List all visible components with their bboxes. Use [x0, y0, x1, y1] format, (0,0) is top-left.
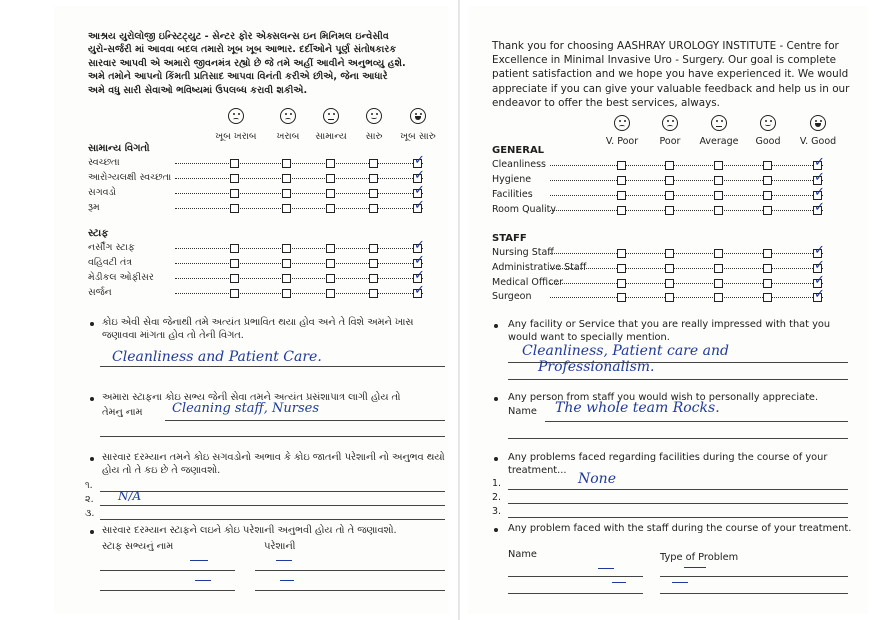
- rating-checkbox[interactable]: [230, 174, 239, 183]
- rating-checkbox[interactable]: [617, 249, 626, 258]
- answer-line: [508, 438, 848, 439]
- answer-line: [508, 593, 643, 594]
- rating-checkbox[interactable]: [665, 264, 674, 273]
- rating-checkbox[interactable]: [230, 289, 239, 298]
- rating-checkbox[interactable]: [714, 206, 723, 215]
- rating-checkbox[interactable]: [282, 204, 291, 213]
- row-label: Surgeon: [492, 291, 532, 302]
- rating-checkbox[interactable]: [230, 274, 239, 283]
- checkmark-icon: ✓: [814, 287, 825, 302]
- rating-checkbox[interactable]: [369, 189, 378, 198]
- checkmark-icon: ✓: [814, 170, 825, 185]
- rating-checkbox[interactable]: [714, 176, 723, 185]
- rating-checkbox[interactable]: [714, 249, 723, 258]
- average-face-icon: [323, 108, 339, 124]
- rating-checkbox[interactable]: [369, 274, 378, 283]
- question-2: Any person from staff you would wish to personally appreciate.: [508, 392, 819, 403]
- bullet: [90, 397, 94, 401]
- intro-line: આશ્રય યુરોલોજી ઇન્સ્ટિટ્યુટ - સેન્ટર ફોર એક્સલન્સ ઇન મિનિમલ ઇન્વેસીવ: [88, 31, 389, 42]
- bullet: [494, 324, 498, 328]
- row-label: Cleanliness: [492, 159, 547, 170]
- row-label: સર્જન: [88, 287, 112, 298]
- row-label: Room Quality: [492, 204, 557, 215]
- rating-checkbox[interactable]: [763, 161, 772, 170]
- item-number: 3.: [492, 506, 502, 517]
- answer-1-handwritten: Professionalism.: [538, 359, 655, 375]
- rating-label: ખરાબ: [276, 131, 300, 142]
- answer-line: [255, 590, 445, 591]
- ink-dash: [195, 580, 211, 581]
- ink-dash: [612, 582, 626, 583]
- staff-name-label: સ્ટાફ સભ્યનું નામ: [102, 541, 174, 552]
- rating-checkbox[interactable]: [665, 279, 674, 288]
- row-label: સગવડો: [88, 187, 117, 198]
- question-4: સારવાર દરમ્યાન સ્ટાફને લઇને કોઇ પરેશાની અનુભવી હોય તો તે જણાવશો.: [102, 525, 397, 536]
- dotted-leader: [550, 253, 823, 254]
- rating-checkbox[interactable]: [665, 293, 674, 302]
- answer-line: [545, 421, 848, 422]
- rating-checkbox[interactable]: [230, 159, 239, 168]
- intro-line: અમે તમોને આપનો કિંમતી પ્રતિસાદ આપવા વિનંતી કરીએ છીએ, જેના આધારે: [88, 71, 388, 83]
- question-4: Any problem faced with the staff during the course of your treatment.: [508, 523, 852, 534]
- rating-label: સામાન્ય: [315, 131, 347, 142]
- question-2: અમારા સ્ટાફના કોઇ સભ્ય જેની સેવા તમને અત્યંત પ્રસંશાપાત્ર લાગી હોય તો: [102, 392, 401, 403]
- answer-line: [100, 505, 445, 506]
- rating-checkbox[interactable]: [763, 191, 772, 200]
- rating-checkbox[interactable]: [714, 191, 723, 200]
- rating-checkbox[interactable]: [617, 176, 626, 185]
- checkmark-icon: ✓: [814, 273, 825, 288]
- rating-checkbox[interactable]: [230, 204, 239, 213]
- bullet: [90, 457, 94, 461]
- question-3: Any problems faced regarding facilities during the course of your treatment...: [508, 452, 828, 476]
- ink-dash: [280, 580, 294, 581]
- row-label: Medical Officer: [492, 277, 564, 288]
- dotted-leader: [550, 268, 823, 269]
- question-1: Any facility or Service that you are really impressed with that you would want to specially mention.: [508, 319, 831, 343]
- problem-label: પરેશાની: [264, 541, 296, 552]
- rating-checkbox[interactable]: [665, 249, 674, 258]
- rating-label: Good: [755, 136, 781, 147]
- dotted-leader: [550, 195, 823, 196]
- rating-label: ખૂબ ખરાબ: [215, 131, 257, 142]
- rating-checkbox[interactable]: [714, 293, 723, 302]
- rating-label: Average: [699, 136, 739, 147]
- answer-line: [165, 420, 445, 421]
- question-1: કોઇ એવી સેવા જેનાથી તમે અત્યંત પ્રભાવિત થયા હોવ અને તે વિશે અમને ખાસ જણાવવા માંગતા હોવ તો તેની વિગત.: [102, 317, 414, 341]
- gujarati-feedback-page: [54, 6, 449, 614]
- answer-2-handwritten: Cleaning staff, Nurses: [172, 401, 320, 416]
- question-3: સારવાર દરમ્યાન તમને કોઇ સગવડોનો અભાવ કે કોઇ જાતની પરેશાની નો અનુભવ થયો હોય તો તે કઇ છે તે જણાવશો.: [102, 452, 445, 476]
- rating-checkbox[interactable]: [763, 176, 772, 185]
- average-face-icon: [711, 115, 727, 131]
- ink-dash: [684, 567, 706, 568]
- rating-checkbox[interactable]: [230, 244, 239, 253]
- rating-checkbox[interactable]: [617, 264, 626, 273]
- answer-line: [508, 379, 848, 380]
- poor-face-icon: [280, 108, 296, 124]
- ink-dash: [598, 568, 614, 569]
- intro-line: Excellence in Minimal Invasive Uro - Surgery. Our goal is complete: [492, 54, 837, 67]
- bullet: [90, 530, 94, 534]
- answer-line: [508, 517, 848, 518]
- ink-dash: [276, 560, 292, 561]
- checkmark-icon: ✓: [414, 268, 425, 283]
- dotted-leader: [175, 163, 423, 164]
- item-number: 2.: [492, 492, 502, 503]
- rating-checkbox[interactable]: [282, 174, 291, 183]
- section-title-staff: STAFF: [492, 233, 527, 244]
- answer-1-handwritten: Cleanliness and Patient Care.: [112, 349, 322, 365]
- answer-3-handwritten: N/A: [118, 489, 142, 503]
- rating-label: V. Poor: [605, 136, 639, 147]
- gujarati-intro: [88, 30, 448, 97]
- section-title-general: GENERAL: [492, 145, 545, 156]
- checkmark-icon: ✓: [414, 168, 425, 183]
- rating-label: ખૂબ સારુ: [400, 131, 436, 142]
- answer-line: [100, 436, 445, 437]
- dotted-leader: [175, 263, 423, 264]
- rating-checkbox[interactable]: [617, 279, 626, 288]
- rating-checkbox[interactable]: [326, 244, 335, 253]
- rating-checkbox[interactable]: [763, 249, 772, 258]
- rating-checkbox[interactable]: [665, 176, 674, 185]
- row-label: નર્સીંગ સ્ટાફ: [88, 242, 135, 253]
- checkmark-icon: ✓: [414, 238, 425, 253]
- dotted-leader: [550, 165, 823, 166]
- answer-line: [508, 489, 848, 490]
- answer-line: [508, 576, 643, 577]
- rating-checkbox[interactable]: [326, 159, 335, 168]
- rating-checkbox[interactable]: [714, 279, 723, 288]
- rating-checkbox[interactable]: [617, 191, 626, 200]
- rating-checkbox[interactable]: [763, 264, 772, 273]
- rating-checkbox[interactable]: [326, 174, 335, 183]
- item-number: ૧.: [85, 480, 93, 491]
- rating-checkbox[interactable]: [665, 161, 674, 170]
- english-intro: [492, 39, 857, 110]
- rating-checkbox[interactable]: [665, 191, 674, 200]
- rating-checkbox[interactable]: [326, 204, 335, 213]
- rating-checkbox[interactable]: [282, 259, 291, 268]
- poor-face-icon: [662, 115, 678, 131]
- ink-dash: [190, 560, 208, 561]
- answer-line: [660, 576, 848, 577]
- rating-checkbox[interactable]: [369, 259, 378, 268]
- rating-checkbox[interactable]: [714, 161, 723, 170]
- rating-checkbox[interactable]: [282, 189, 291, 198]
- rating-checkbox[interactable]: [714, 264, 723, 273]
- dotted-leader: [550, 297, 823, 298]
- rating-label: V. Good: [799, 136, 837, 147]
- intro-line: અમે વધુ સારી સેવાઓ ભવિષ્યમાં ઉપલબ્ધ કરાવી શકીએ.: [88, 84, 308, 96]
- answer-line: [100, 570, 235, 571]
- checkmark-icon: ✓: [414, 253, 425, 268]
- bullet: [90, 322, 94, 326]
- intro-line: યુરો-સર્જરી માં આવવા બદલ તમારો ખૂબ ખૂબ આભાર. દર્દીઓને પૂર્ણ સંતોષકારક: [88, 44, 397, 56]
- rating-checkbox[interactable]: [230, 259, 239, 268]
- answer-line: [255, 570, 445, 571]
- problem-label: Type of Problem: [660, 552, 739, 563]
- rating-checkbox[interactable]: [326, 189, 335, 198]
- intro-line: સારવાર આપવી એ અમારો જીવનમંત્ર રહ્યો છે જે તમે અહીં આવીને અનુભવ્યુ હશે.: [88, 57, 406, 69]
- row-label: વહિવટી તંત્ર: [88, 257, 133, 268]
- rating-checkbox[interactable]: [326, 289, 335, 298]
- checkmark-icon: ✓: [414, 153, 425, 168]
- checkmark-icon: ✓: [814, 258, 825, 273]
- checkmark-icon: ✓: [414, 198, 425, 213]
- rating-checkbox[interactable]: [326, 274, 335, 283]
- row-label: Facilities: [492, 189, 533, 200]
- very-poor-face-icon: [228, 108, 244, 124]
- dotted-leader: [550, 283, 823, 284]
- dotted-leader: [175, 193, 423, 194]
- rating-checkbox[interactable]: [230, 189, 239, 198]
- intro-line: patient satisfaction and we hope you have experienced it. We would: [492, 68, 849, 81]
- rating-checkbox[interactable]: [369, 204, 378, 213]
- row-label: Nursing Staff: [492, 247, 554, 258]
- row-label: રૂમ: [88, 202, 100, 213]
- rating-checkbox[interactable]: [282, 274, 291, 283]
- bullet: [494, 397, 498, 401]
- row-label: Hygiene: [492, 174, 532, 185]
- bullet: [494, 528, 498, 532]
- rating-checkbox[interactable]: [369, 244, 378, 253]
- answer-line: [100, 366, 445, 367]
- ink-dash: [672, 582, 688, 583]
- row-label: Administrative Staff: [492, 262, 587, 273]
- rating-checkbox[interactable]: [617, 206, 626, 215]
- checkmark-icon: ✓: [814, 185, 825, 200]
- rating-checkbox[interactable]: [763, 279, 772, 288]
- name-label: તેમનુ નામ: [102, 407, 143, 418]
- dotted-leader: [550, 180, 823, 181]
- checkmark-icon: ✓: [814, 155, 825, 170]
- intro-line: endeavor to offer the best services, always.: [492, 96, 720, 109]
- dotted-leader: [175, 278, 423, 279]
- rating-label: સારુ: [365, 131, 383, 142]
- answer-line: [660, 593, 848, 594]
- rating-checkbox[interactable]: [763, 293, 772, 302]
- rating-checkbox[interactable]: [282, 244, 291, 253]
- answer-line: [100, 519, 445, 520]
- dotted-leader: [175, 248, 423, 249]
- rating-checkbox[interactable]: [326, 259, 335, 268]
- answer-3-handwritten: None: [578, 471, 616, 487]
- row-label: સ્વચ્છતા: [88, 157, 120, 168]
- answer-line: [100, 491, 445, 492]
- name-label: Name: [508, 406, 537, 417]
- rating-checkbox[interactable]: [369, 174, 378, 183]
- good-face-icon: [366, 108, 382, 124]
- dotted-leader: [175, 178, 423, 179]
- rating-checkbox[interactable]: [369, 159, 378, 168]
- rating-checkbox[interactable]: [763, 206, 772, 215]
- item-number: ૨.: [85, 494, 94, 505]
- rating-checkbox[interactable]: [617, 161, 626, 170]
- very-good-face-icon: [410, 108, 426, 124]
- item-number: 1.: [492, 478, 502, 489]
- dotted-leader: [550, 210, 823, 211]
- section-title-general: સામાન્ય વિગતો: [88, 143, 150, 154]
- row-label: આરોગ્યલક્ષી સ્વચ્છતા: [88, 172, 172, 183]
- checkmark-icon: ✓: [414, 283, 425, 298]
- very-good-face-icon: [810, 115, 826, 131]
- answer-1-handwritten: Cleanliness, Patient care and: [522, 343, 729, 359]
- dotted-leader: [175, 293, 423, 294]
- dotted-leader: [175, 208, 423, 209]
- answer-2-handwritten: The whole team Rocks.: [555, 400, 720, 416]
- rating-checkbox[interactable]: [617, 293, 626, 302]
- checkmark-icon: ✓: [414, 183, 425, 198]
- bullet: [494, 457, 498, 461]
- item-number: ૩.: [85, 508, 95, 519]
- answer-line: [508, 503, 848, 504]
- rating-checkbox[interactable]: [369, 289, 378, 298]
- intro-line: appreciate if you can give your valuable feedback and help us in our: [492, 82, 850, 95]
- rating-checkbox[interactable]: [665, 206, 674, 215]
- checkmark-icon: ✓: [814, 243, 825, 258]
- very-poor-face-icon: [614, 115, 630, 131]
- section-title-staff: સ્ટાફ: [88, 228, 109, 239]
- staff-name-label: Name: [508, 549, 537, 560]
- rating-label: Poor: [659, 136, 681, 147]
- page-fold: [458, 0, 460, 620]
- good-face-icon: [760, 115, 776, 131]
- rating-checkbox[interactable]: [282, 289, 291, 298]
- answer-line: [100, 590, 235, 591]
- intro-line: Thank you for choosing AASHRAY UROLOGY INSTITUTE - Centre for: [492, 40, 839, 52]
- rating-checkbox[interactable]: [282, 159, 291, 168]
- checkmark-icon: ✓: [814, 200, 825, 215]
- row-label: મેડીકલ ઓફીસર: [88, 272, 154, 283]
